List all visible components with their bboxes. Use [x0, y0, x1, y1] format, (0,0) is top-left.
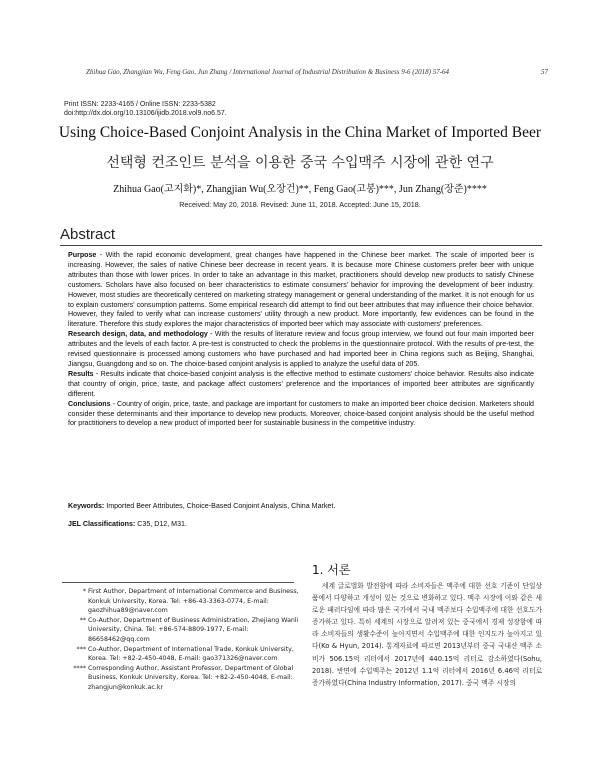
- submission-dates: Received: May 20, 2018. Revised: June 11, 2018. Accepted: June 15, 2018.: [179, 200, 421, 209]
- paper-title-english: Using Choice-Based Conjoint Analysis in the China Market of Imported Beer: [58, 124, 542, 141]
- design-label: Research design, data, and methodology: [68, 330, 208, 339]
- keywords-line: [68, 502, 534, 510]
- footnote: [62, 587, 302, 616]
- conclusions-text: - Country of origin, price, taste, and package are important for customers to make an imported beer choice decision. Marketers should consider these determinants and their importance to develop new products. Moreover, choice-based conjoint analysis should be the useful method for practitioners to develop a new product of imported beer for sustainable business in the competitive industry.: [68, 399, 534, 428]
- paper-title-korean: 선택형 컨조인트 분석을 이용한 중국 수입맥주 시장에 관한 연구: [106, 155, 494, 171]
- footnote-divider: [62, 582, 294, 583]
- conclusions-label: Conclusions: [68, 399, 111, 408]
- footnote: [62, 664, 302, 693]
- section-heading-introduction: 1. 서론: [312, 563, 351, 577]
- author-list: Zhihua Gao(고지화)*, Zhangjian Wu(오장건)**, Feng Gao(고봉)***, Jun Zhang(장준)****: [113, 184, 487, 195]
- jel-line: [68, 520, 534, 528]
- footnote-text: Corresponding Author, Assistant Professor, Department of Global Business, Konkuk University, Korea. Tel: +82-2-450-4048, E-mail: zhangjun@konkuk.ac.kr: [88, 664, 294, 691]
- footnote-text: First Author, Department of International Commerce and Business, Konkuk University, Korea. Tel: +86-43-3363-0774, E-mail: gaozhihua89@naver.com: [88, 588, 299, 615]
- footnote-text: Co-Author, Department of Business Administration, Zhejiang Wanli University, China. Tel: +86-574-8809-1977, E-mail: 86658462@qq.com: [88, 616, 299, 643]
- keywords-label: Keywords:: [68, 502, 105, 510]
- abstract-purpose: [68, 251, 534, 330]
- footnote-mark: ****: [73, 664, 86, 672]
- abstract-design: [68, 330, 534, 370]
- abstract-heading: Abstract: [60, 226, 116, 243]
- abstract-conclusions: [68, 400, 534, 430]
- footnote: [62, 645, 302, 664]
- jel-label: JEL Classifications:: [68, 520, 136, 528]
- footnote-mark: *: [82, 588, 86, 595]
- keywords-text: Imported Beer Attributes, Choice-Based Conjoint Analysis, China Market.: [104, 502, 336, 510]
- footnote-mark: ***: [76, 645, 86, 653]
- results-label: Results: [68, 369, 94, 378]
- abstract-divider: [60, 245, 542, 246]
- abstract-results: [68, 370, 534, 400]
- results-text: - Results indicate that choice-based conjoint analysis is the effective method to estimate customers' choice behavior. Results also indicate that country of origin, price, taste, and package affect customers' preference and the importances of imported beer attributes are significantly different.: [68, 369, 534, 398]
- footnote-text: Co-Author, Department of International Trade, Konkuk University, Korea. Tel: +82-2-450-4048, E-mail: gao371326@naver.com: [88, 645, 294, 663]
- introduction-body: [312, 580, 542, 689]
- issn-line: Print ISSN: 2233-4165 / Online ISSN: 2233-5382: [64, 101, 216, 108]
- design-text: - With the results of literature review and focus group interview, we found out four main imported beer attributes and the levels of each factor. A pre-test is constructed to check the problems in the questionnaire protocol. With the results of pre-test, the revised questionnaire is processed among customers who have purchased and had imported beer in China regions such as Beijing, Shanghai, Jiangsu, Guangdong and so on. The choice-based conjoint analysis is applied to analyze the useful data of 205.: [68, 330, 534, 368]
- footnote-mark: **: [79, 616, 86, 624]
- issn-block: [64, 100, 227, 118]
- page-number: 57: [541, 68, 548, 76]
- purpose-label: Purpose: [68, 251, 97, 259]
- running-header: Zhihua Gao, Zhangjian Wu, Feng Gao, Jun Zhang / International Journal of Industrial Distribution & Business 9-6 (2018) 57-64: [86, 68, 450, 76]
- footnotes: [62, 587, 302, 693]
- introduction-paragraph: 세계 글로벌화 발전함에 따라 소비자들은 맥주에 대한 선호 기준이 단일상품에서 다양하고 개성이 있는 것으로 변화하고 있다. 맥주 시장에 이와 같은 새로운 패러다임에 따라 많은 국가에서 국내 맥주보다 수입맥주에 대한 선호도가 증가하고 있다. 특히 세계의 시장으로 알려져 있는 중국에서 경제 성장함에 따라 소비자들의 생활수준이 높아지면서 수입맥주에 대한 인지도가 높아지고 있다(Ko & Hyun, 2014). 통계자료에 따르면 2013년부터 중국 국내산 맥주 소비가 506.15억 리터에서 2017년에 440.15억 리터로 감소하였다(Sohu, 2018). 반면에 수입맥주는 2012년 1.1억 리터에서 2016년 6.46억 리터로 증가하였다(China Industry Information, 2017). 중국 맥주 시장의: [312, 582, 542, 687]
- jel-text: C35, D12, M31.: [135, 520, 187, 528]
- doi-line: doi:http://dx.doi.org/10.13106/ijidb.2018.vol9.no6.57.: [64, 110, 227, 117]
- abstract-body: [68, 251, 534, 429]
- purpose-text: - With the rapid economic development, great changes have happened in the Chinese beer market. The scale of imported beer is increasing. However, the sales of native Chinese beer decrease in recent years. It is because more Chinese customers prefer beer with unique attributes than those with lower prices. In order to take an advantage in this market, practitioners should develop new products to satisfy Chinese customers. Scholars have also focused on beer characteristics to estimate consumers' behavior for improving the development of beer industry. However, most studies are theoretically centered on marketing strategy management or general understanding of the market. It is not enough for us to explain customers' consumption patterns. Some empirical research did attempt to find out beer attributes that may influence their choice behavior. However, they failed to verify what can increase customers' utility through a new product. More importantly, few evidences can be found in the literature. Therefore this study explores the major characteristics of imported beer which may associate with customers' preferences.: [68, 251, 534, 329]
- footnote: [62, 616, 302, 645]
